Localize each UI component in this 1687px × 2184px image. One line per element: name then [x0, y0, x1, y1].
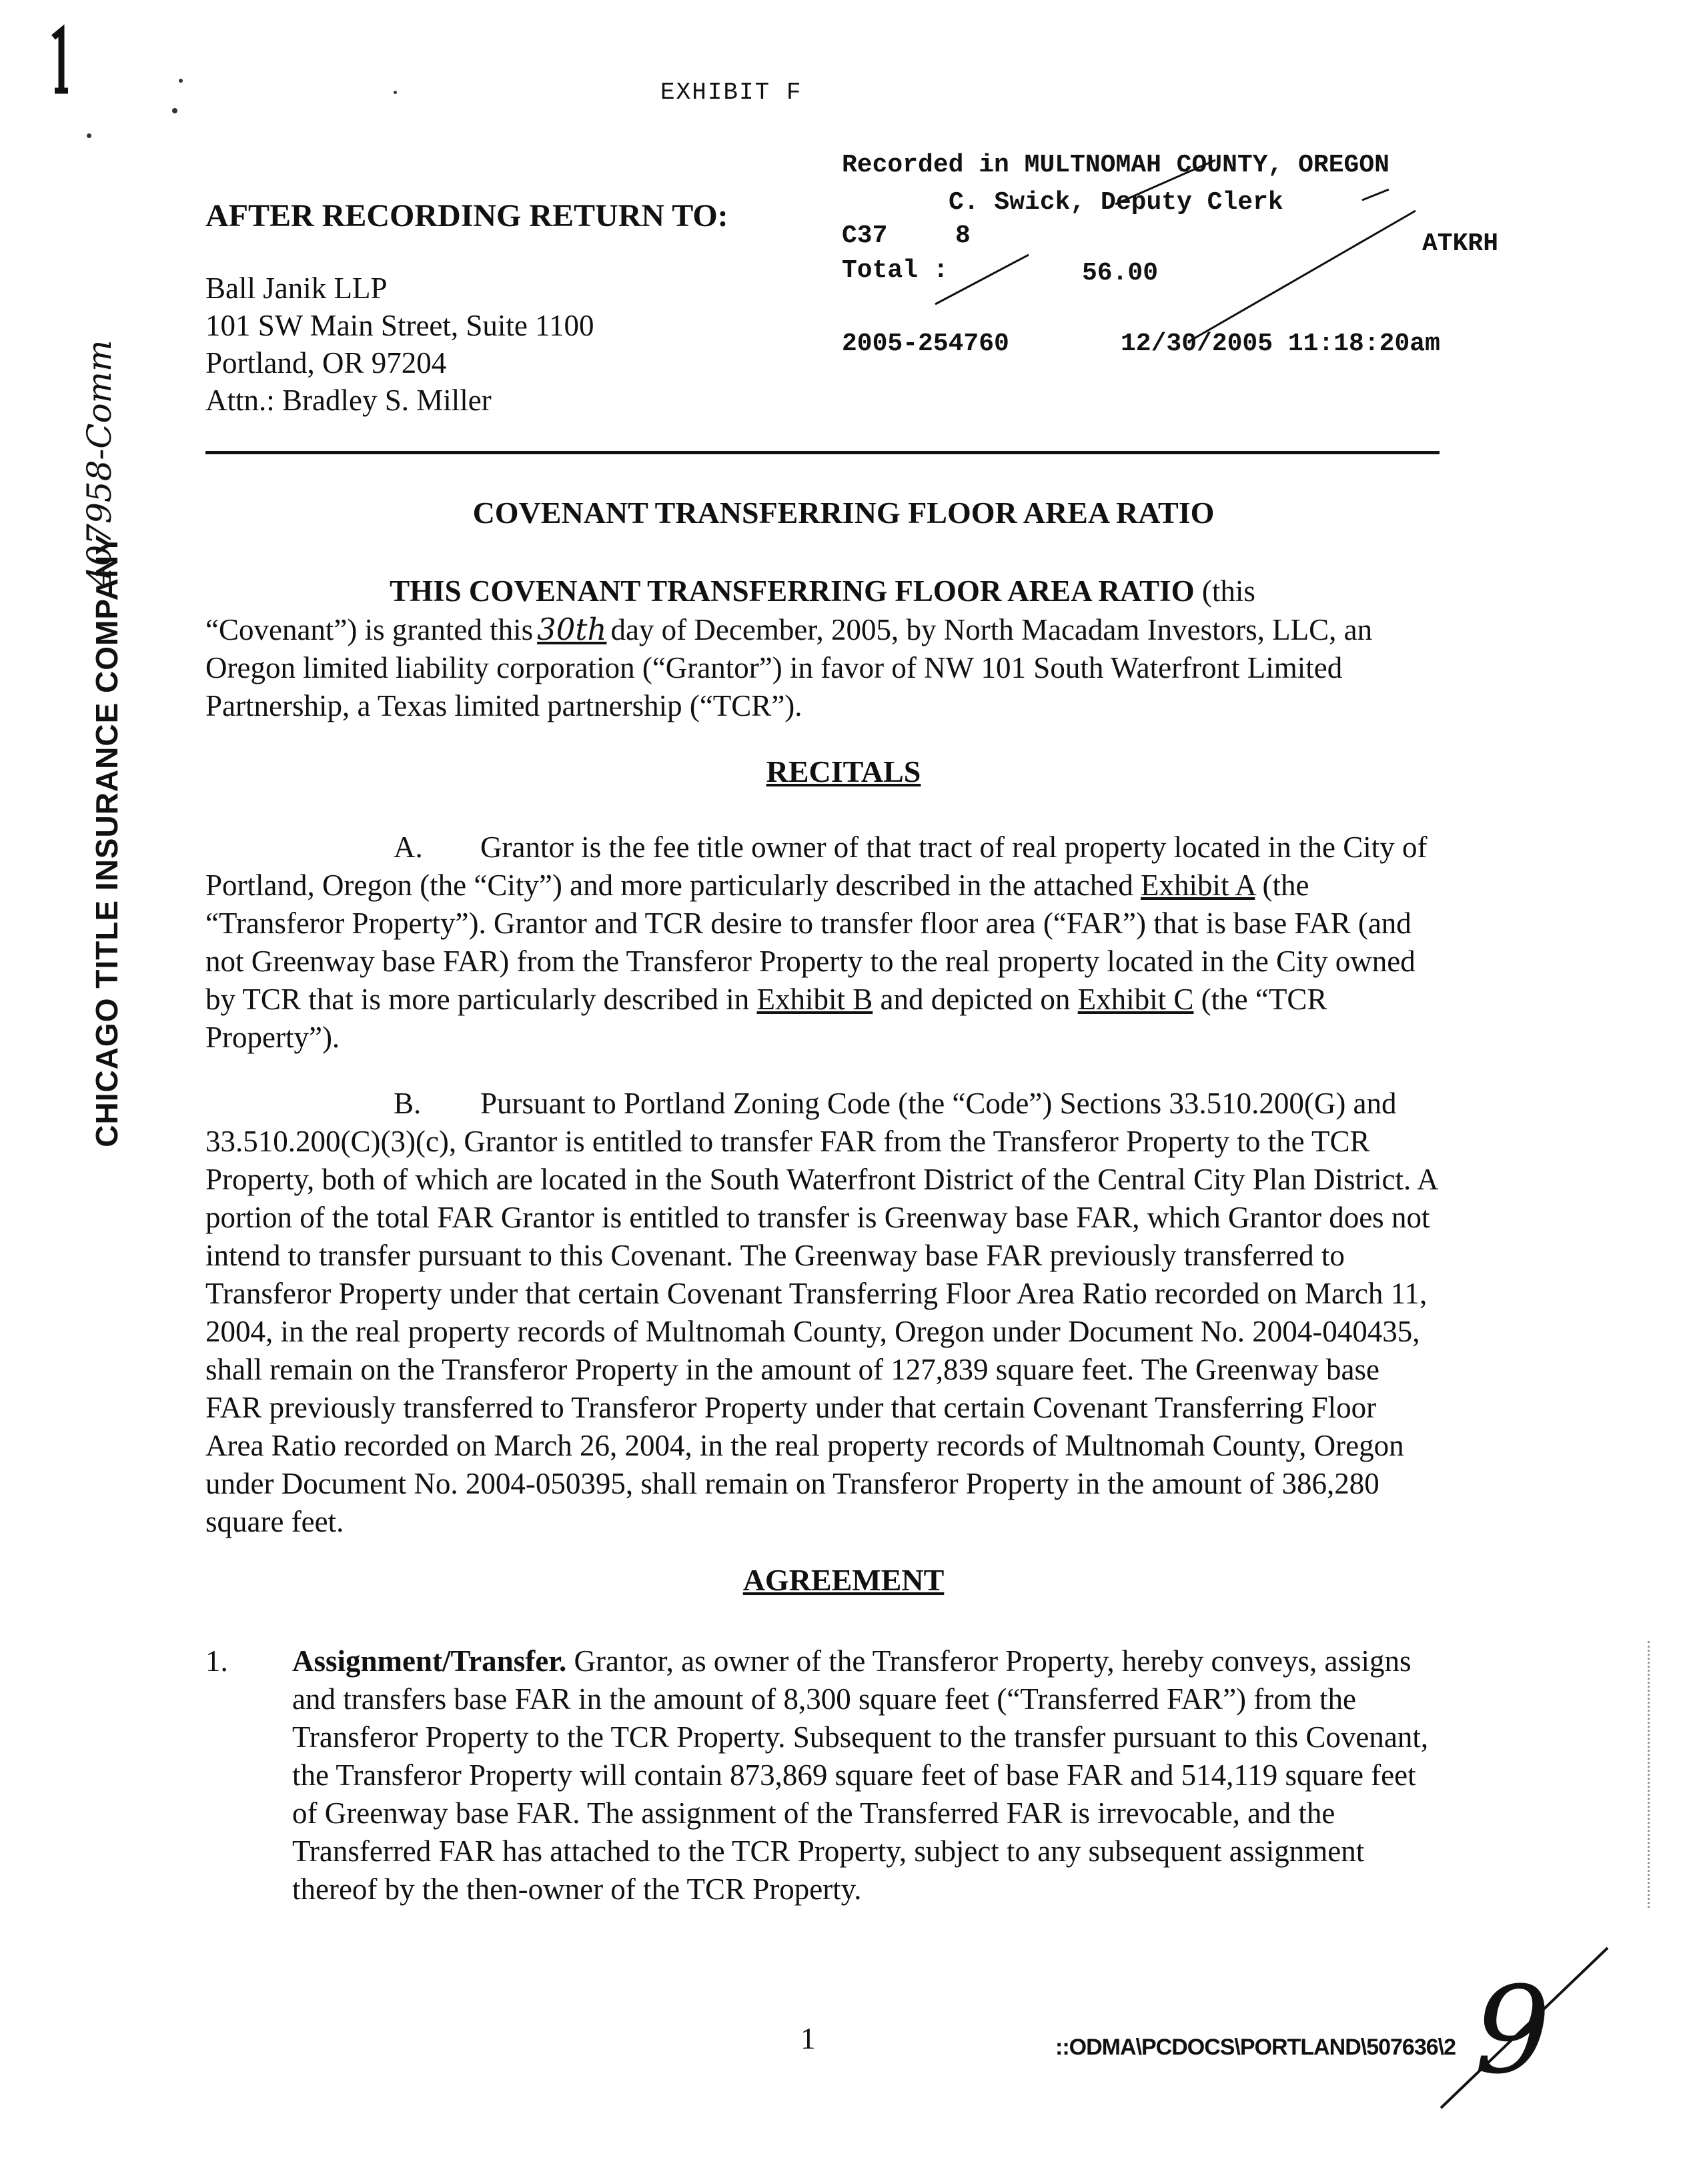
recording-code-right: ATKRH [1422, 229, 1499, 258]
margin-handwriting-text: 407958-Comm [80, 340, 119, 588]
title-company-stamp-text: CHICAGO TITLE INSURANCE COMPANY [89, 534, 124, 1147]
intro-pre-day: “Covenant”) is granted this [205, 613, 534, 646]
recital-b-label: B. [394, 1087, 422, 1120]
recitals-heading: RECITALS [766, 754, 921, 788]
intro-post-day: day of December, 2005, by North Macadam Investors, LLC, an Oregon limited liability corporation (“Grantor”) in favor of NW 101 South Waterfront Limited Partnership, a Texas limited partnership (“TCR”). [205, 613, 1373, 722]
exhibit-c-reference: Exhibit C [1077, 983, 1194, 1016]
agreement-heading: AGREEMENT [742, 1563, 945, 1597]
handwritten-day: 30th [537, 612, 607, 647]
recording-doc-number: 2005-254760 [842, 330, 1009, 358]
handwritten-number: 9 [1474, 1961, 1551, 2101]
margin-handwriting [69, 320, 129, 607]
recital-a-text: (the “TCR Property”). [205, 983, 1327, 1054]
handwritten-page-mark [1414, 1935, 1614, 2121]
recital-b-text: Pursuant to Portland Zoning Code (the “Code”) Sections 33.510.200(G) and 33.510.200(C)(3)(c), Grantor is entitled to transfer FAR from the Transferor Property to the TCR Property, both of which are located in the South Waterfront District of the Central City Plan District. A portion of the total FAR Grantor is entitled to transfer is Greenway base FAR, which Grantor does not intend to transfer pursuant to this Covenant. The Greenway base FAR previously transferred to Transferor Property under that certain Covenant Transferring Floor Area Ratio recorded on March 11, 2004, in the real property records of Multnomah County, Oregon under Document No. 2004-040435, shall remain on the Transferor Property in the amount of 127,839 square feet. The Greenway base FAR previously transferred to Transferor Property under that certain Covenant Transferring Floor Area Ratio recorded on March 26, 2004, in the real property records of Multnomah County, Oregon under Document No. 2004-050395, shall remain on Transferor Property in the amount of 386,280 square feet. [205, 1087, 1438, 1538]
document-path: ::ODMA\PCDOCS\PORTLAND\507636\2 [1055, 2035, 1456, 2060]
item-text: Grantor, as owner of the Transferor Property, hereby conveys, assigns and transfers base FAR in the amount of 8,300 square feet (“Transferred FAR”) from the Transferor Property to the TCR Property. Subsequent to the transfer pursuant to this Covenant, the Transferor Property will contain 873,869 square feet of base FAR and 514,119 square feet of Greenway base FAR. The assignment of the Transferred FAR is irrevocable, and the Transferred FAR has attached to the TCR Property, subject to any subsequent assignment thereof by the then-owner of the TCR Property. [292, 1644, 1429, 1906]
page-number: 1 [800, 2022, 816, 2055]
return-address [205, 269, 594, 419]
address-line: Ball Janik LLP [205, 271, 388, 305]
intro-lead-rest: (this [1194, 574, 1255, 608]
recital-a-text: and depicted on [873, 983, 1078, 1016]
scan-edge-artifact [1648, 1641, 1652, 1908]
address-line: Attn.: Bradley S. Miller [205, 384, 492, 417]
corner-scan-mark [41, 24, 81, 97]
recording-code-left: C37 [842, 221, 888, 250]
recording-code-mid: 8 [955, 221, 971, 250]
address-line: 101 SW Main Street, Suite 1100 [205, 309, 594, 342]
recital-a [205, 829, 1440, 1057]
recording-clerk: C. Swick, Deputy Clerk [949, 188, 1283, 217]
exhibit-a-reference: Exhibit A [1141, 869, 1255, 902]
horizontal-rule [205, 451, 1440, 454]
recording-county-line: Recorded in MULTNOMAH COUNTY, OREGON [842, 151, 1389, 179]
recording-total-value: 56.00 [1082, 259, 1159, 288]
exhibit-label: EXHIBIT F [660, 79, 802, 106]
address-line: Portland, OR 97204 [205, 346, 447, 380]
recital-a-text: (the “Transferor Property”). Grantor and TCR desire to transfer floor area (“FAR”) that is base FAR (and not Greenway base FAR) from the Transferor Property to the real property located in the City owned by TCR that is more particularly described in [205, 869, 1416, 1016]
document-title: COVENANT TRANSFERRING FLOOR AREA RATIO [472, 496, 1215, 530]
recording-total-label: Total : [842, 256, 949, 285]
recital-a-label: A. [394, 831, 423, 864]
exhibit-b-reference: Exhibit B [756, 983, 873, 1016]
recital-a-text: Grantor is the fee title owner of that tract of real property located in the City of Portland, Oregon (the “City”) and more particularly described in the attached [205, 831, 1428, 902]
intro-lead: THIS COVENANT TRANSFERRING FLOOR AREA RATIO [390, 574, 1195, 608]
recording-timestamp: 12/30/2005 11:18:20am [1121, 330, 1440, 358]
intro-paragraph [205, 572, 1440, 725]
item-title: Assignment/Transfer. [292, 1644, 567, 1678]
return-to-heading: AFTER RECORDING RETURN TO: [205, 198, 728, 233]
item-number: 1. [205, 1644, 228, 1678]
recital-b [205, 1085, 1440, 1541]
title-company-stamp [80, 534, 133, 1147]
